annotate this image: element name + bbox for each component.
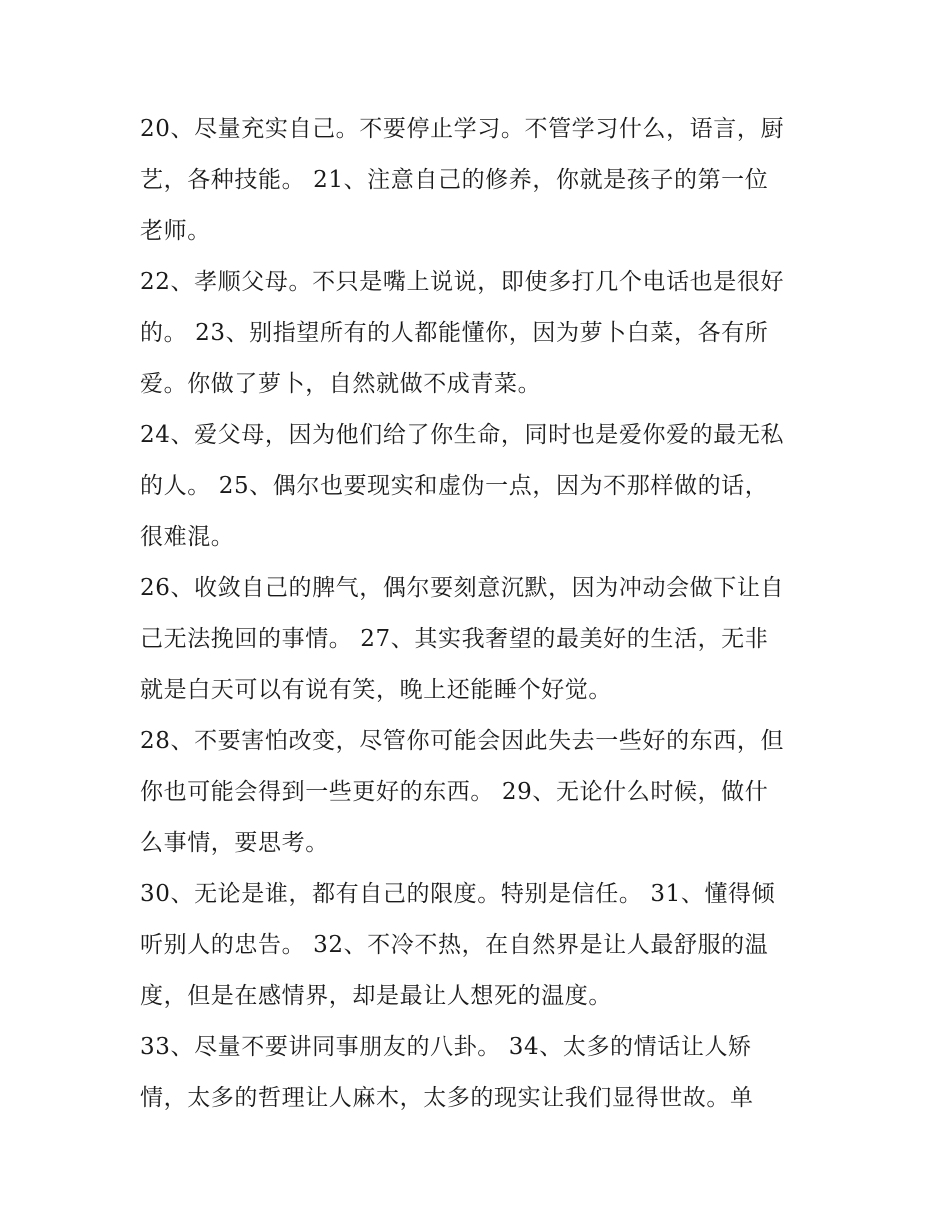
text-line: 26、收敛自己的脾气，偶尔要刻意沉默，因为冲动会做下让自 (140, 575, 785, 601)
text-line: 听别人的忠告。 32、不冷不热，在自然界是让人最舒服的温 (140, 932, 769, 958)
text-line: 33、尽量不要讲同事朋友的八卦。 34、太多的情话让人矫 (140, 1034, 752, 1060)
text-line: 28、不要害怕改变，尽管你可能会因此失去一些好的东西，但 (140, 728, 785, 754)
text-line: 24、爱父母，因为他们给了你生命，同时也是爱你爱的最无私 (140, 422, 785, 448)
text-line: 艺，各种技能。 21、注意自己的修养，你就是孩子的第一位 (140, 167, 769, 193)
text-line: 己无法挽回的事情。 27、其实我奢望的最美好的生活，无非 (140, 626, 769, 652)
text-line: 老师。 (140, 218, 211, 244)
text-line: 度，但是在感情界，却是最让人想死的温度。 (140, 983, 612, 1009)
text-line: 20、尽量充实自己。不要停止学习。不管学习什么，语言，厨 (140, 116, 785, 142)
text-line: 的。 23、别指望所有的人都能懂你，因为萝卜白菜，各有所 (140, 320, 769, 346)
text-line: 情，太多的哲理让人麻木，太多的现实让我们显得世故。单 (140, 1085, 754, 1111)
text-line: 么事情，要思考。 (140, 830, 329, 856)
text-line: 爱。你做了萝卜，自然就做不成青菜。 (140, 371, 542, 397)
text-line: 你也可能会得到一些更好的东西。 29、无论什么时候，做什 (140, 779, 769, 805)
text-line: 30、无论是谁，都有自己的限度。特别是信任。 31、懂得倾 (140, 881, 776, 907)
text-line: 的人。 25、偶尔也要现实和虚伪一点，因为不那样做的话， (140, 473, 769, 499)
text-line: 22、孝顺父母。不只是嘴上说说，即使多打几个电话也是很好 (140, 269, 785, 295)
text-line: 就是白天可以有说有笑，晚上还能睡个好觉。 (140, 677, 612, 703)
document-body (140, 104, 840, 1124)
text-line: 很难混。 (140, 524, 235, 550)
